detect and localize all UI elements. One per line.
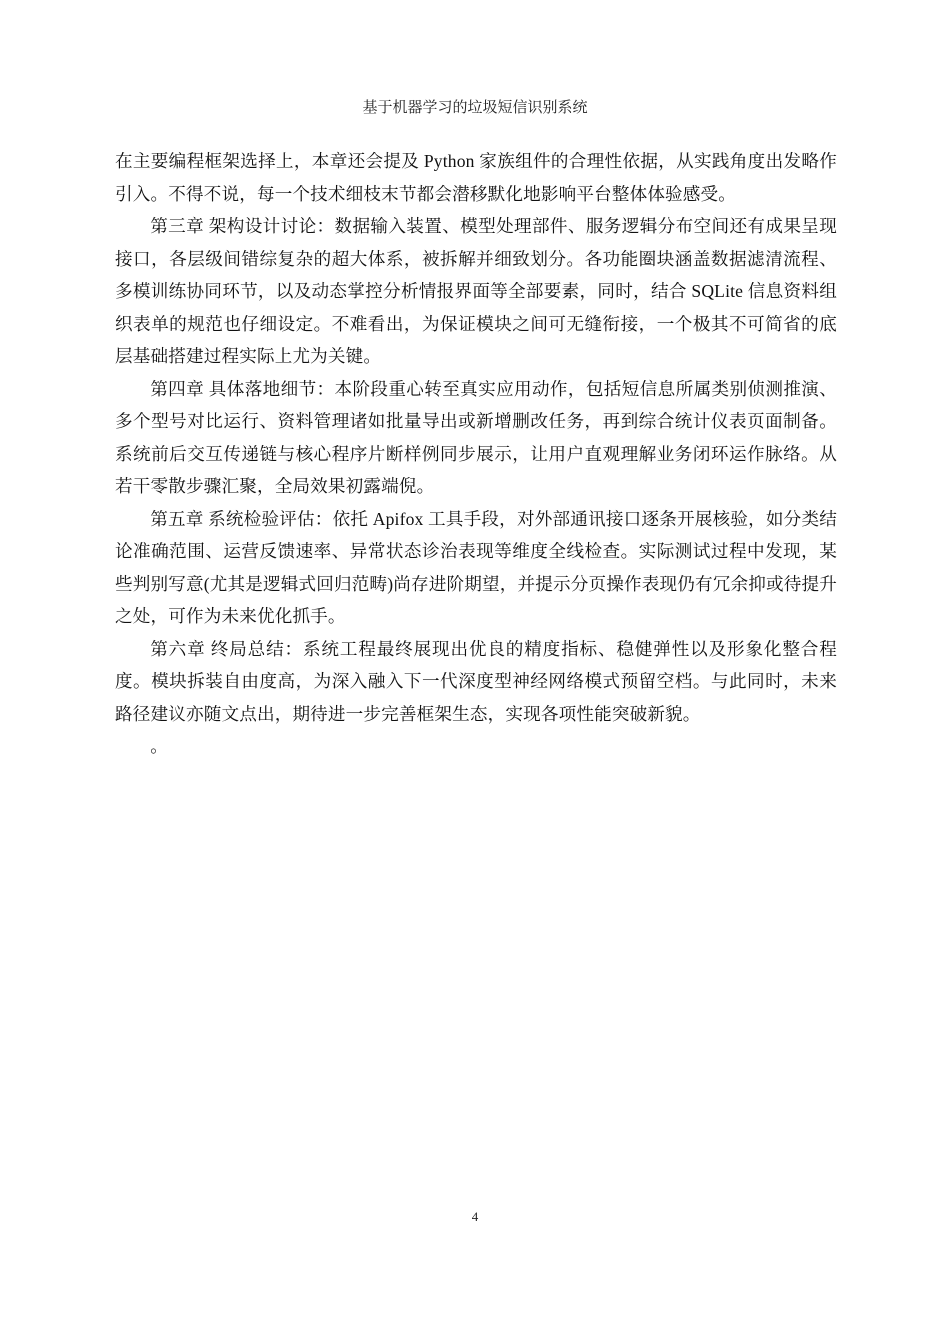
paragraph-chapter-4: 第四章 具体落地细节：本阶段重心转至真实应用动作，包括短信息所属类别侦测推演、多个型号对比运行、资料管理诸如批量导出或新增删改任务，再到综合统计仪表页面制备。系统前后交互传递链与核心程序片断样例同步展示，让用户直观理解业务闭环运作脉络。从若干零散步骤汇聚，全局效果初露端倪。 (115, 378, 837, 496)
page-number: 4 (471, 1209, 479, 1224)
running-header: 基于机器学习的垃圾短信识别系统 (362, 100, 588, 116)
paragraph-framework-intro: 在主要编程框架选择上，本章还会提及 Python 家族组件的合理性依据，从实践角度出发略作引入。不得不说，每一个技术细枝末节都会潜移默化地影响平台整体体验感受。 (115, 151, 837, 204)
paragraph-chapter-6: 第六章 终局总结：系统工程最终展现出优良的精度指标、稳健弹性以及形象化整合程度。模块拆装自由度高，为深入融入下一代深度型神经网络模式预留空档。与此同时，未来路径建议亦随文点出，期待进一步完善框架生态，实现各项性能突破新貌。 (115, 638, 837, 724)
paragraph-trailing-mark: 。 (150, 736, 168, 756)
paragraph-chapter-5: 第五章 系统检验评估：依托 Apifox 工具手段，对外部通讯接口逐条开展核验，如分类结论准确范围、运营反馈速率、异常状态诊治表现等维度全线检查。实际测试过程中发现，某些判别写意(尤其是逻辑式回归范畴)尚存进阶期望，并提示分页操作表现仍有冗余抑或待提升之处，可作为未来优化抓手。 (115, 508, 837, 626)
body-text (115, 145, 837, 763)
paragraph-chapter-3: 第三章 架构设计讨论：数据输入装置、模型处理部件、服务逻辑分布空间还有成果呈现接口，各层级间错综复杂的超大体系，被拆解并细致划分。各功能圈块涵盖数据滤清流程、多模训练协同环节，以及动态掌控分析情报界面等全部要素，同时，结合 SQLite 信息资料组织表单的规范也仔细设定。不难看出，为保证模块之间可无缝衔接，一个极其不可简省的底层基础搭建过程实际上尤为关键。 (115, 216, 837, 366)
